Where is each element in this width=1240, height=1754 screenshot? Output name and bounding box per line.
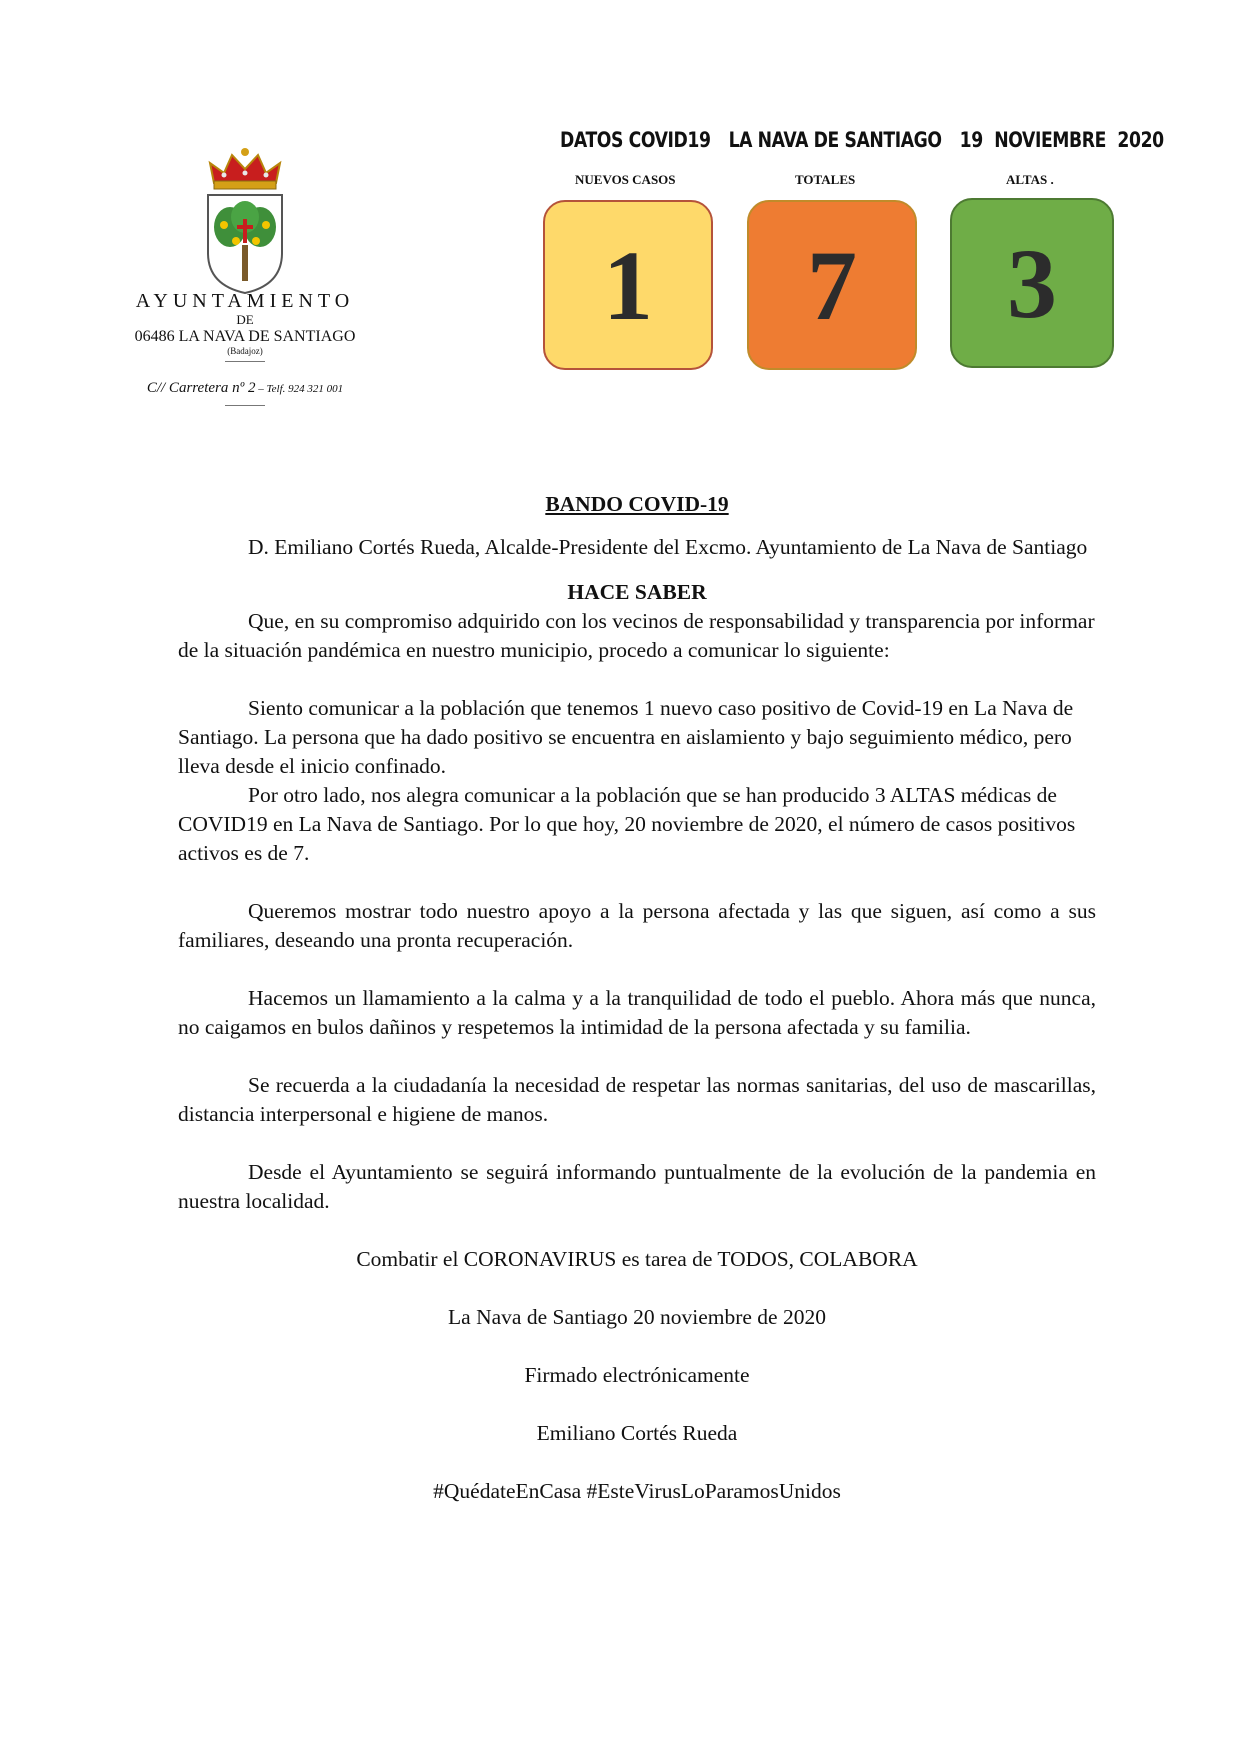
paragraph: Siento comunicar a la población que tenemos 1 nuevo caso positivo de Covid-19 en La Nava de Santiago. La persona que ha dado positivo se encuentra en aislamiento y bajo seguimiento médico, pero lleva desde el inicio confinado. (178, 696, 1074, 778)
document-body (178, 490, 1096, 1535)
covid-panel-title (560, 128, 1164, 152)
closing-signer: Emiliano Cortés Rueda (536, 1421, 738, 1445)
covid-title-part: LA NAVA DE SANTIAGO (728, 128, 942, 152)
letterhead-phone: – Telf. 924 321 001 (255, 382, 344, 395)
closing-slogan: Combatir el CORONAVIRUS es tarea de TODOS, COLABORA (356, 1247, 918, 1271)
label-altas: ALTAS . (1006, 172, 1054, 187)
covid-title-part: 19 (959, 128, 983, 152)
closing-hashtags: #QuédateEnCasa #EsteVirusLoParamosUnidos (433, 1479, 841, 1503)
altas-value-box: 3 (950, 198, 1114, 368)
label-nuevos-casos: NUEVOS CASOS (575, 172, 676, 187)
paragraph: Por otro lado, nos alegra comunicar a la población que se han producido 3 ALTAS médicas de COVID19 en La Nava de Santiago. Por lo que hoy, 20 noviembre de 2020, el número de casos positivos activos es de 7. (178, 783, 1076, 865)
coat-of-arms-icon (200, 145, 290, 295)
letterhead-address-main: C// Carretera nº 2 (146, 379, 256, 396)
letterhead-divider (225, 361, 265, 362)
closing-block (178, 1245, 1096, 1506)
closing-signed: Firmado electrónicamente (524, 1363, 750, 1387)
paragraph: Desde el Ayuntamiento se seguirá informando puntualmente de la evolución de la pandemia en nuestra localidad. (178, 1160, 1096, 1213)
covid-title-part: NOVIEMBRE (994, 128, 1106, 152)
paragraph: Hacemos un llamamiento a la calma y a la tranquilidad de todo el pueblo. Ahora más que nunca, no caigamos en bulos dañinos y respetemos la intimidad de la persona afectada y su familia. (178, 986, 1096, 1039)
nuevos-casos-value-box: 1 (543, 200, 713, 370)
label-totales: TOTALES (795, 172, 856, 187)
paragraph: Queremos mostrar todo nuestro apoyo a la persona afectada y las que siguen, así como a sus familiares, deseando una pronta recuperación. (178, 899, 1096, 952)
totales-value-box: 7 (747, 200, 917, 370)
covid-title-part: 2020 (1117, 128, 1164, 152)
letterhead-town: 06486 LA NAVA DE SANTIAGO (134, 327, 356, 345)
paragraph: Que, en su compromiso adquirido con los vecinos de responsabilidad y transparencia por informar de la situación pandémica en nuestro municipio, procedo a comunicar lo siguiente: (178, 609, 1095, 662)
paragraph: Se recuerda a la ciudadanía la necesidad de respetar las normas sanitarias, del uso de mascarillas, distancia interpersonal e higiene de manos. (178, 1073, 1096, 1126)
closing-place-date: La Nava de Santiago 20 noviembre de 2020 (448, 1305, 826, 1329)
covid-title-part: DATOS COVID19 (560, 128, 711, 152)
letterhead (90, 290, 400, 406)
letterhead-address (90, 380, 400, 397)
letterhead-province: (Badajoz) (227, 346, 263, 357)
letterhead-ayuntamiento: AYUNTAMIENTO (135, 290, 355, 312)
letterhead-divider (225, 405, 265, 406)
document-heading: BANDO COVID-19 (545, 492, 729, 516)
hace-saber-heading: HACE SABER (567, 580, 707, 604)
intro-paragraph: D. Emiliano Cortés Rueda, Alcalde-Presidente del Excmo. Ayuntamiento de La Nava de Santiago (248, 535, 1088, 559)
letterhead-de: DE (236, 312, 254, 327)
